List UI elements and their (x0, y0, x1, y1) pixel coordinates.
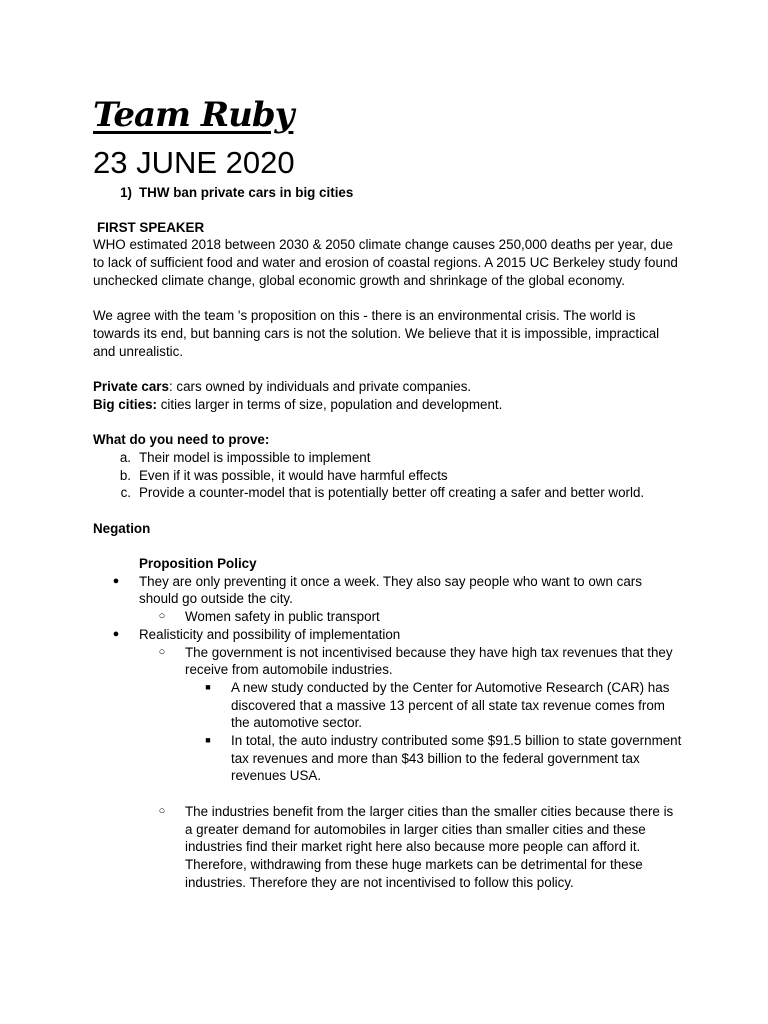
list-item: ● Realisticity and possibility of implementation (93, 626, 683, 644)
definition-term: Big cities: (93, 396, 157, 412)
agree-paragraph: We agree with the team 's proposition on this - there is an environmental crisis. The world is towards its end, but banning cars is not the solution. We believe that it is impossible, impractical and unrealistic. (93, 308, 660, 359)
motion-text: THW ban private cars in big cities (139, 185, 354, 200)
list-item: ■ In total, the auto industry contributed some $91.5 billion to state government tax revenues and more than $43 billion to the federal government tax revenues USA. (93, 732, 683, 785)
date-heading: 23 JUNE 2020 (93, 145, 295, 180)
bullet-icon: ● (112, 627, 120, 640)
intro-paragraph: WHO estimated 2018 between 2030 & 2050 climate change causes 250,000 deaths per year, due to lack of sufficient food and water and erosion of coastal regions. A 2015 UC Berkeley study found unchecked climate change, global economic growth and shrinkage of the global economy. (93, 237, 678, 288)
policy-heading: Proposition Policy (139, 555, 257, 571)
list-item: ○ Women safety in public transport (93, 608, 683, 626)
prove-heading: What do you need to prove: (93, 432, 270, 448)
list-item: ■ A new study conducted by the Center for Automotive Research (CAR) has discovered that a massive 13 percent of all state tax revenue comes from the automotive sector. (93, 679, 683, 732)
list-item: ○ The industries benefit from the larger cities than the smaller cities because there is a greater demand for automobiles in larger cities than smaller cities and these industries find their market right here also because more people can afford it. Therefore, withdrawing from these huge markets can be detrimental for these industries. Therefore they are not incentivised to follow this policy. (93, 803, 683, 892)
definition-text: : cars owned by individuals and private companies. (168, 379, 472, 394)
team-title: Team Ruby (93, 95, 294, 135)
definition-big-cities (93, 396, 683, 414)
square-bullet-icon: ■ (205, 735, 211, 746)
prove-list (93, 449, 683, 502)
circle-bullet-icon: ○ (158, 804, 166, 817)
negation-heading: Negation (93, 520, 151, 536)
definition-term: Private cars (93, 379, 169, 394)
square-bullet-icon: ■ (205, 681, 211, 692)
bullet-icon: ● (112, 574, 120, 587)
list-item: ○ The government is not incentivised because they have high tax revenues that they receive from automobile industries. (93, 644, 683, 679)
circle-bullet-icon: ○ (158, 610, 166, 623)
motion-number: 1) (120, 185, 132, 200)
list-item: b. Even if it was possible, it would have harmful effects (119, 467, 448, 483)
list-item: c. Provide a counter-model that is potentially better off creating a safer and better world. (120, 485, 645, 501)
document-content (93, 95, 683, 891)
speaker-heading: FIRST SPEAKER (97, 219, 205, 235)
list-item: ● They are only preventing it once a week. They also say people who want to own cars should go outside the city. (93, 573, 683, 608)
list-item: a. Their model is impossible to implement (119, 449, 371, 465)
motion-line (93, 184, 683, 202)
definition-text: cities larger in terms of size, population and development. (157, 396, 503, 412)
definition-private-cars (93, 378, 683, 396)
circle-bullet-icon: ○ (158, 645, 166, 658)
